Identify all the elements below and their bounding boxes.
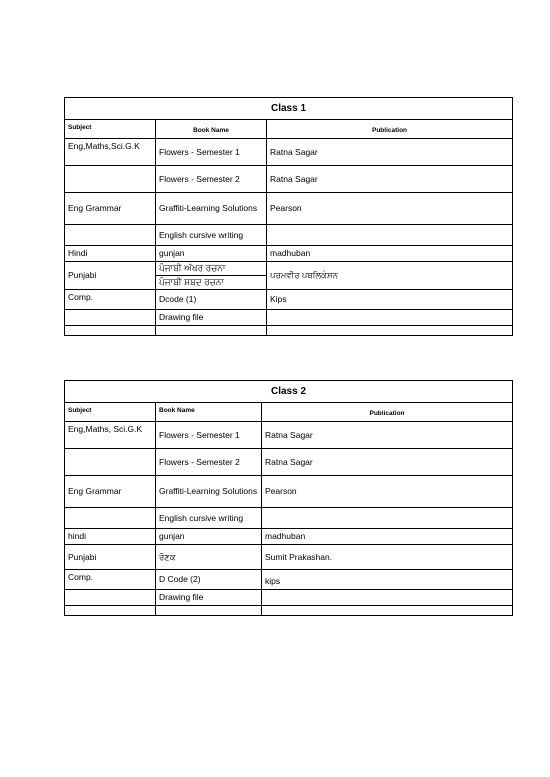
book-line-2: ਪੰਜਾਬੀ ਸ਼ਬਦ ਰਚਨਾ bbox=[156, 275, 266, 289]
publication-cell bbox=[267, 326, 513, 336]
book-cell bbox=[156, 606, 262, 616]
publication-cell bbox=[262, 508, 513, 529]
class2-title: Class 2 bbox=[65, 381, 513, 403]
book-line-1: ਪੰਜਾਬੀ ਅੱਖਰ ਰਚਨਾ bbox=[159, 263, 226, 273]
table-row bbox=[65, 166, 513, 193]
publication-cell: Sumit Prakashan. bbox=[262, 545, 513, 570]
publication-cell: Pearson bbox=[262, 476, 513, 508]
class2-header-subject: Subject bbox=[65, 403, 156, 422]
class2-header-row bbox=[65, 403, 513, 422]
publication-cell: ਪਰਮਵੀਰ ਪਬਲਿਕੇਸ਼ਨ bbox=[267, 262, 513, 290]
table-row bbox=[65, 193, 513, 225]
publication-cell: Ratna Sagar bbox=[267, 166, 513, 193]
book-cell: D Code (2) bbox=[156, 570, 262, 590]
book-cell: Graffiti-Learning Solutions bbox=[156, 193, 267, 225]
table-row bbox=[65, 529, 513, 545]
publication-cell: Ratna Sagar bbox=[262, 422, 513, 449]
subject-cell: hindi bbox=[65, 529, 156, 545]
book-cell: Drawing file bbox=[156, 310, 267, 326]
table-row bbox=[65, 545, 513, 570]
table-row bbox=[65, 508, 513, 529]
publication-cell bbox=[267, 310, 513, 326]
book-cell: Dcode (1) bbox=[156, 290, 267, 310]
book-cell: ਰੌਣਕ bbox=[156, 545, 262, 570]
book-cell: Flowers - Semester 1 bbox=[156, 422, 262, 449]
book-cell: gunjan bbox=[156, 529, 262, 545]
subject-cell: Eng,Maths, Sci.G.K bbox=[65, 422, 156, 449]
subject-cell: Punjabi bbox=[65, 262, 156, 290]
class1-header-publication: Publication bbox=[267, 120, 513, 139]
publication-cell: Ratna Sagar bbox=[262, 449, 513, 476]
book-cell: Drawing file bbox=[156, 590, 262, 606]
subject-cell: Punjabi bbox=[65, 545, 156, 570]
class1-title-row bbox=[65, 98, 513, 120]
table-row bbox=[65, 326, 513, 336]
class1-title: Class 1 bbox=[65, 98, 513, 120]
publication-cell bbox=[267, 225, 513, 246]
publication-cell: Kips bbox=[267, 290, 513, 310]
table-row bbox=[65, 449, 513, 476]
subject-cell bbox=[65, 508, 156, 529]
table-row bbox=[65, 590, 513, 606]
table-row bbox=[65, 225, 513, 246]
subject-cell bbox=[65, 606, 156, 616]
table-row bbox=[65, 476, 513, 508]
book-cell: Flowers - Semester 1 bbox=[156, 139, 267, 166]
book-cell: English cursive writing bbox=[156, 508, 262, 529]
subject-cell bbox=[65, 590, 156, 606]
table-row bbox=[65, 246, 513, 262]
table-row bbox=[65, 606, 513, 616]
book-cell: gunjan bbox=[156, 246, 267, 262]
publication-cell bbox=[262, 606, 513, 616]
publication-cell: Pearson bbox=[267, 193, 513, 225]
subject-cell: Eng,Maths,Sci.G.K bbox=[65, 139, 156, 166]
class1-header-row bbox=[65, 120, 513, 139]
table-row bbox=[65, 262, 513, 290]
publication-cell bbox=[262, 590, 513, 606]
book-cell bbox=[156, 262, 267, 290]
publication-cell: kips bbox=[262, 570, 513, 590]
subject-cell bbox=[65, 449, 156, 476]
table-row bbox=[65, 290, 513, 310]
subject-cell: Hindi bbox=[65, 246, 156, 262]
subject-cell: Eng Grammar bbox=[65, 193, 156, 225]
book-cell: Flowers - Semester 2 bbox=[156, 449, 262, 476]
class1-header-book: Book Name bbox=[156, 120, 267, 139]
publication-cell: madhuban bbox=[262, 529, 513, 545]
table-row bbox=[65, 570, 513, 590]
book-cell: English cursive writing bbox=[156, 225, 267, 246]
class2-header-book: Book Name bbox=[156, 403, 262, 422]
class2-header-publication: Publication bbox=[262, 403, 513, 422]
table-row bbox=[65, 310, 513, 326]
publication-cell: madhuban bbox=[267, 246, 513, 262]
book-cell: Graffiti-Learning Solutions bbox=[156, 476, 262, 508]
subject-cell bbox=[65, 225, 156, 246]
subject-cell: Comp. bbox=[65, 290, 156, 310]
book-cell: Flowers - Semester 2 bbox=[156, 166, 267, 193]
book-cell bbox=[156, 326, 267, 336]
class1-header-subject: Subject bbox=[65, 120, 156, 139]
subject-cell bbox=[65, 310, 156, 326]
class1-book-table bbox=[64, 97, 513, 336]
class2-book-table bbox=[64, 380, 513, 616]
table-row bbox=[65, 422, 513, 449]
subject-cell: Comp. bbox=[65, 570, 156, 590]
subject-cell bbox=[65, 326, 156, 336]
publication-cell: Ratna Sagar bbox=[267, 139, 513, 166]
table-row bbox=[65, 139, 513, 166]
subject-cell: Eng Grammar bbox=[65, 476, 156, 508]
class2-title-row bbox=[65, 381, 513, 403]
subject-cell bbox=[65, 166, 156, 193]
